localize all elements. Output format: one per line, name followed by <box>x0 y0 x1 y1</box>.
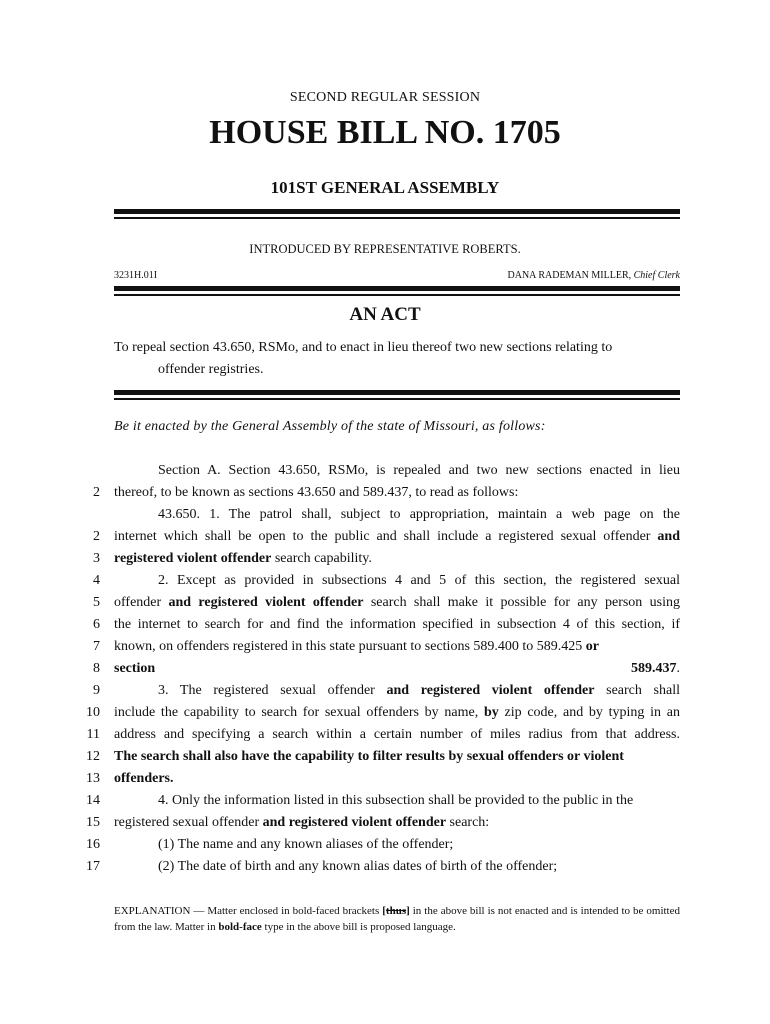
line-text <box>114 658 680 680</box>
divider-thin <box>114 398 680 400</box>
explanation-footer <box>114 903 680 935</box>
bill-line <box>0 614 770 636</box>
line-text <box>114 724 680 746</box>
text-segment: thereof, to be known as sections 43.650 and 589.437, to read as follows: <box>114 485 519 500</box>
text-segment: 43.650. 1. The patrol shall, subject to appropriation, maintain a web page on the <box>158 507 680 522</box>
bill-line <box>0 658 770 680</box>
line-number: 12 <box>86 749 100 764</box>
line-number: 2 <box>93 485 100 500</box>
footer-text-2: in the above bill is not enacted and is intended to be omitted from the law. Matter in <box>114 905 680 933</box>
text-segment: . <box>676 661 680 676</box>
line-text <box>114 460 680 482</box>
line-number: 16 <box>86 837 100 852</box>
line-text <box>114 812 680 834</box>
text-segment: known, on offenders registered in this state pursuant to sections 589.400 to 589.425 <box>114 639 586 654</box>
line-text <box>114 856 680 878</box>
bill-line <box>0 812 770 834</box>
bill-line <box>0 790 770 812</box>
text-segment: registered sexual offender <box>114 815 263 830</box>
bold-text: registered violent offender <box>114 551 272 566</box>
text-segment: zip code, and by typing in an <box>498 705 680 720</box>
bold-text: offenders. <box>114 771 174 786</box>
act-title-line2: offender registries. <box>158 362 264 377</box>
clerk-name: DANA RADEMAN MILLER, <box>507 270 632 281</box>
assembly-label: 101ST GENERAL ASSEMBLY <box>270 178 500 197</box>
footer-bracket-open: [ <box>382 905 386 917</box>
line-text <box>114 636 680 658</box>
bill-code: 3231H.01I <box>114 270 158 281</box>
line-number: 8 <box>93 661 100 676</box>
line-text <box>114 680 680 702</box>
line-text <box>114 548 680 570</box>
text-segment: internet which shall be open to the public and shall include a registered sexual offender <box>114 529 658 544</box>
bill-line <box>0 834 770 856</box>
bold-text: The search shall also have the capability to filter results by sexual offenders or violent <box>114 749 624 764</box>
line-text <box>114 834 680 856</box>
line-number: 11 <box>86 727 100 742</box>
bold-text: section 589.437 <box>114 661 677 676</box>
bill-line <box>0 746 770 768</box>
bold-text: or <box>585 639 600 654</box>
text-segment: 4. Only the information listed in this subsection shall be provided to the public in the <box>158 793 634 808</box>
text-segment: search: <box>446 815 490 830</box>
bill-line <box>0 636 770 658</box>
line-number: 5 <box>93 595 100 610</box>
act-title-line1: To repeal section 43.650, RSMo, and to enact in lieu thereof two new sections relating to <box>114 340 613 355</box>
footer-text-3: type in the above bill is proposed language. <box>261 921 456 933</box>
line-number: 3 <box>93 551 100 566</box>
divider-thick <box>114 390 680 395</box>
footer-text-1: EXPLANATION — Matter enclosed in bold-faced brackets <box>114 905 383 917</box>
bold-text: and registered violent offender <box>168 595 364 610</box>
line-text <box>114 614 680 636</box>
bill-line <box>0 680 770 702</box>
divider-thick <box>114 209 680 214</box>
line-number: 6 <box>93 617 100 632</box>
introduced-by: INTRODUCED BY REPRESENTATIVE ROBERTS. <box>249 242 521 256</box>
footer-boldface: bold-face <box>218 921 262 933</box>
divider-thin <box>114 217 680 219</box>
line-number: 13 <box>86 771 100 786</box>
bill-line <box>0 724 770 746</box>
bill-line <box>0 768 770 790</box>
line-text <box>114 746 680 768</box>
text-segment: address and specifying a search within a certain number of miles radius from that address. <box>114 727 680 742</box>
bill-line <box>0 548 770 570</box>
chief-clerk <box>508 270 681 281</box>
text-segment: offender <box>114 595 169 610</box>
line-text <box>114 702 680 724</box>
bill-number: HOUSE BILL NO. 1705 <box>209 114 561 151</box>
text-segment: search capability. <box>271 551 372 566</box>
clerk-title: Chief Clerk <box>633 270 680 281</box>
line-text <box>114 570 680 592</box>
text-segment: include the capability to search for sexual offenders by name, <box>114 705 484 720</box>
session-label: SECOND REGULAR SESSION <box>289 90 481 105</box>
divider-thick <box>114 286 680 291</box>
text-segment: 2. Except as provided in subsections 4 and 5 of this section, the registered sexual <box>158 573 680 588</box>
text-segment: (1) The name and any known aliases of the offender; <box>158 837 454 852</box>
text-segment: search shall <box>594 683 680 698</box>
text-segment: Section A. Section 43.650, RSMo, is repealed and two new sections enacted in lieu <box>158 463 680 478</box>
line-number: 14 <box>86 793 100 808</box>
line-text <box>114 482 680 504</box>
bill-line <box>0 856 770 878</box>
line-text <box>114 790 680 812</box>
bill-line <box>0 570 770 592</box>
line-text <box>114 592 680 614</box>
bold-text: and registered violent offender <box>386 683 595 698</box>
text-segment: (2) The date of birth and any known alias dates of birth of the offender; <box>158 859 558 874</box>
line-text <box>114 526 680 548</box>
bill-line <box>0 702 770 724</box>
act-title <box>114 337 680 381</box>
text-segment: 3. The registered sexual offender <box>158 683 387 698</box>
line-number: 15 <box>86 815 100 830</box>
act-heading: AN ACT <box>349 304 421 325</box>
footer-bracket-close: ] <box>406 905 410 917</box>
line-number: 4 <box>93 573 100 588</box>
bill-body <box>0 460 770 878</box>
line-number: 17 <box>86 859 100 874</box>
line-number: 10 <box>86 705 100 720</box>
footer-struck-example: thus <box>385 905 407 917</box>
bold-text: and <box>657 529 680 544</box>
line-number: 2 <box>93 529 100 544</box>
line-text <box>114 504 680 526</box>
line-number: 7 <box>93 639 100 654</box>
enacting-clause: Be it enacted by the General Assembly of the state of Missouri, as follows: <box>114 419 546 434</box>
text-segment: search shall make it possible for any person using <box>363 595 680 610</box>
bold-text: by <box>483 705 499 720</box>
bill-line <box>0 482 770 504</box>
line-text <box>114 768 680 790</box>
bold-text: and registered violent offender <box>262 815 447 830</box>
bill-line <box>0 526 770 548</box>
text-segment: the internet to search for and find the information specified in subsection 4 of this section, if <box>114 617 680 632</box>
line-number: 9 <box>93 683 100 698</box>
bill-line <box>0 504 770 526</box>
bill-line <box>0 460 770 482</box>
bill-line <box>0 592 770 614</box>
divider-thin <box>114 294 680 296</box>
